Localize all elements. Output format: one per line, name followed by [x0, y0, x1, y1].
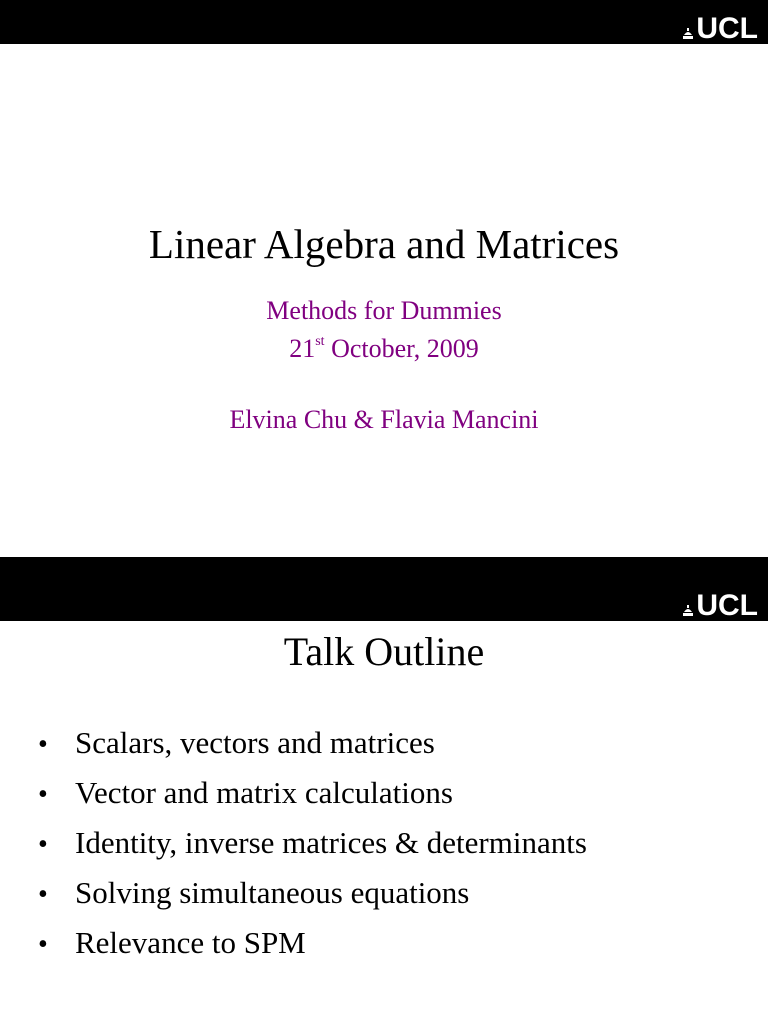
list-item-text: Identity, inverse matrices & determinants [75, 825, 587, 860]
presentation-date [0, 333, 768, 365]
outline-list [38, 718, 587, 968]
header-bar [0, 0, 768, 44]
logo-text: UCL [696, 589, 758, 622]
header-bar [0, 557, 768, 621]
bullet-icon: • [38, 729, 48, 760]
outline-slide [0, 557, 768, 1024]
list-item [38, 718, 587, 768]
list-item [38, 818, 587, 868]
list-item [38, 868, 587, 918]
list-item-text: Scalars, vectors and matrices [75, 725, 435, 760]
list-item-text: Relevance to SPM [75, 925, 306, 960]
date-day: 21 [289, 334, 316, 363]
logo-text: UCL [696, 12, 758, 45]
list-item [38, 918, 587, 968]
presentation-title: Linear Algebra and Matrices [148, 221, 620, 267]
bullet-icon: • [38, 879, 48, 910]
presentation-authors: Elvina Chu & Flavia Mancini [229, 405, 539, 434]
list-item [38, 768, 587, 818]
presentation-subtitle: Methods for Dummies [266, 296, 502, 325]
portico-icon [682, 605, 694, 617]
ucl-logo [682, 591, 758, 621]
list-item-text: Vector and matrix calculations [75, 775, 453, 810]
bullet-icon: • [38, 779, 48, 810]
list-item-text: Solving simultaneous equations [75, 875, 470, 910]
bullet-icon: • [38, 829, 48, 860]
ucl-logo [682, 14, 758, 44]
bullet-icon: • [38, 929, 48, 960]
date-suffix: st [315, 334, 325, 349]
slide-title: Talk Outline [283, 629, 485, 674]
date-rest: October, 2009 [324, 334, 479, 363]
portico-icon [682, 28, 694, 40]
